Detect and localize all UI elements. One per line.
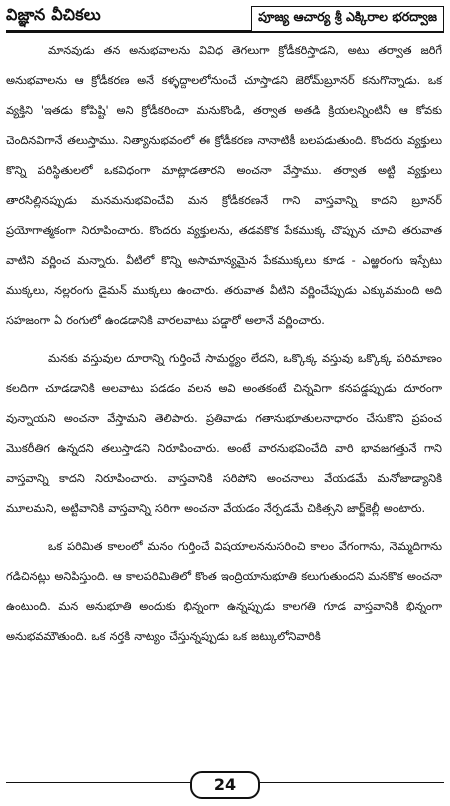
page-number: 24 xyxy=(213,775,237,794)
paragraph-2: మనకు వస్తువుల దూరాన్ని గుర్తించే సామర్థ్యం లేదని, ఒక్కొక్క వస్తువు ఒక్కొక్క పరిమాణం కలదిగా చూడడానికి అలవాటు పడడం వలన అవి అంతకంటే చిన్నవిగా కనపడ్డప్పుడు దూరంగా వున్నాయని అంచనా వేస్తామని తెలిపారు. ప్రతివాడు గతానుభూతులనాధారం చేసుకొని ప్రపంచ మొకరీతిగ ఉన్నదని తలుస్తాడని నిరూపించారు. అంటే వారనుభవించేది వారి భావజగత్తునే గాని వాస్తవాన్ని కాదని నిరూపించారు. వాస్తవానికి సరిపోని అంచనాలు వేయడమే మనోజాడ్యానికి మూలమని, అట్టివానికి వాస్తవాన్ని సరిగా అంచనా వేయడం నేర్పడమే చికిత్సని జార్జ్‌కెల్లీ అంటారు. xyxy=(6,352,442,515)
running-header xyxy=(6,4,444,33)
page-footer xyxy=(0,770,450,804)
author-label: పూజ్య ఆచార్య శ్రీ ఎక్కిరాల భరద్వాజ xyxy=(251,6,444,31)
book-title: విజ్ఞాన వీచికలు xyxy=(6,5,101,24)
paragraph-3: ఒక పరిమిత కాలంలో మనం గుర్తించే విషయాలననుసరించి కాలం వేగంగాను, నెమ్మదిగాను గడిచినట్లు అనిపిస్తుంది. ఆ కాలపరిమితిలో కొంత ఇంద్రియానుభూతి కలుగుతుందని మనకొక అంచనా ఉంటుంది. మన అనుభూతి అందుకు భిన్నంగా ఉన్నప్పుడు కాలగతి గూడ వాస్తవానికి భిన్నంగా అనుభవమౌతుంది. ఒక నర్తకి నాట్యం చేస్తున్నప్పుడు ఒక జట్కులోనివారికి xyxy=(6,540,442,643)
page-number-badge xyxy=(190,771,260,799)
page-body xyxy=(6,36,442,660)
paragraph-1: మానవుడు తన అనుభవాలను వివిధ తెగలుగా క్రోడీకరిస్తాడని, అటు తర్వాత జరిగే అనుభవాలను ఆ క్రోడీకరణ అనే కళ్ళద్దాలలోనుంచే చూస్తాడని జెరోమ్‌బ్రూనర్ కనుగొన్నాడు. ఒక వ్యక్తిని 'ఇతడు కోపిష్టి' అని క్రోడీకరించా మనుకొండి, తర్వాత అతడి క్రియలన్నింటినీ ఆ కోవకు చెందినవిగానే తలుస్తాము. నిత్యానుభవంలో ఈ క్రోడీకరణ నానాటికీ బలపడుతుంది. కొందరు వ్యక్తులు కొన్ని పరిస్థితులలో ఒకవిధంగా మాట్లాడతారని అంచనా వేస్తాము. తర్వాత అట్టి వ్యక్తులు తారసిల్లినప్పుడు మనమనుభవించేవి మన క్రోడీకరణనే గాని వాస్తవాన్ని కాదని బ్రూనర్ ప్రయోగాత్మకంగా నిరూపించారు. కొందరు వ్యక్తులను, తడవకొక పేకముక్క చొప్పున చూచి తరువాత వాటిని వర్ణించ మన్నారు. వీటిలో కొన్ని అసామాన్యమైన పేకముక్కలు కూడ - ఎఱ్ఱరంగు ఇస్పేటు ముక్కలు, నల్లరంగు డైమన్ ముక్కలు ఉంచారు. తరువాత వీటిని వర్ణించేప్పుడు ఎక్కువమంది అది సహజంగా ఏ రంగులో ఉండడానికి వారలవాటు పడ్డారో అలానే వర్ణించారు. xyxy=(6,44,442,327)
